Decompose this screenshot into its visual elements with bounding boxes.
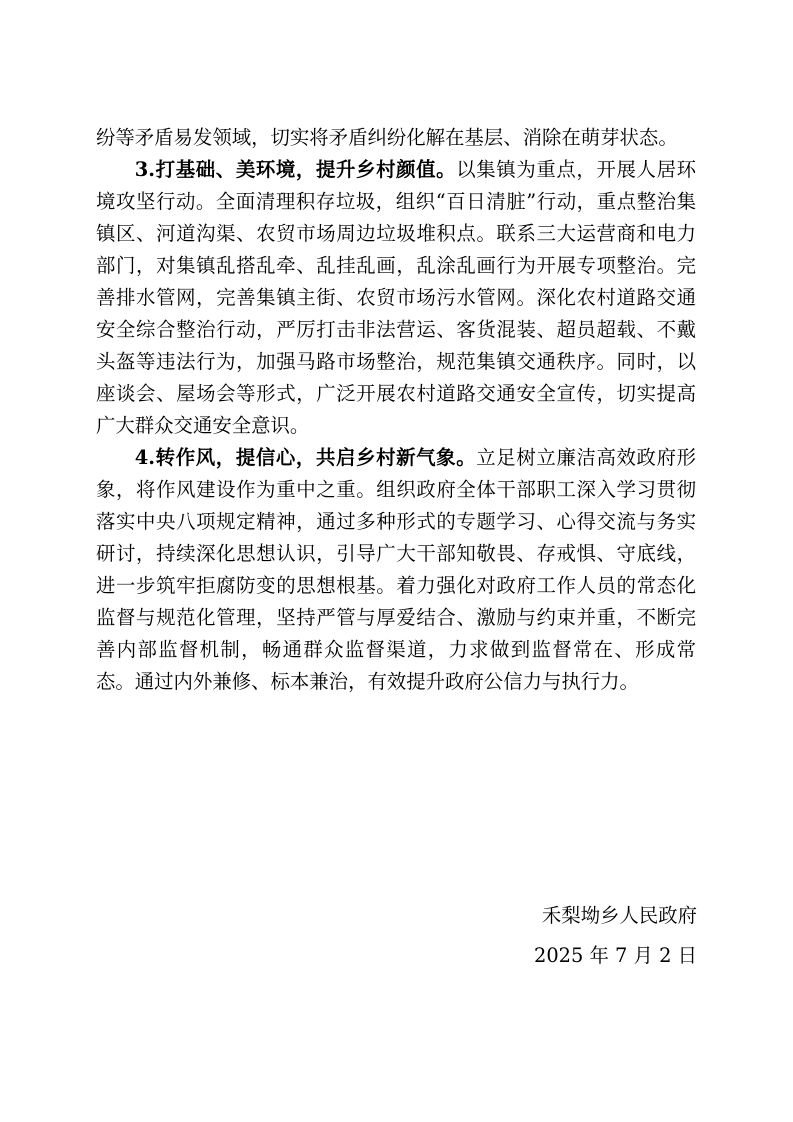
document-body (96, 122, 696, 698)
continuation-paragraph: 纷等矛盾易发领域，切实将矛盾纠纷化解在基层、消除在萌芽状态。 (96, 126, 678, 149)
section-3-body: 以集镇为重点，开展人居环境攻坚行动。全面清理积存垃圾，组织“百日清脏”行动，重点整治集镇区、河道沟渠、农贸市场周边垃圾堆积点。联系三大运营商和电力部门，对集镇乱搭乱牵、乱挂乱画，乱涂乱画行为开展专项整治。完善排水管网，完善集镇主街、农贸市场污水管网。深化农村道路交通安全综合整治行动，严厉打击非法营运、客货混装、超员超载、不戴头盔等违法行为，加强马路市场整治，规范集镇交通秩序。同时，以座谈会、屋场会等形式，广泛开展农村道路交通安全宣传，切实提高广大群众交通安全意识。 (96, 158, 696, 437)
section-4-heading: 4.转作风，提信心，共启乡村新气象。 (134, 446, 477, 469)
signature-date: 2025 年 7 月 2 日 (533, 944, 697, 967)
section-3-heading: 3.打基础、美环境，提升乡村颜值。 (134, 158, 457, 181)
section-4-paragraph (96, 442, 696, 698)
signature-organization: 禾梨坳乡人民政府 (541, 904, 697, 927)
section-4-body: 立足树立廉洁高效政府形象，将作风建设作为重中之重。组织政府全体干部职工深入学习贯彻落实中央八项规定精神，通过多种形式的专题学习、心得交流与务实研讨，持续深化思想认识，引导广大干部知敬畏、存戒惧、守底线，进一步筑牢拒腐防变的思想根基。着力强化对政府工作人员的常态化监督与规范化管理，坚持严管与厚爱结合、激励与约束并重，不断完善内部监督机制，畅通群众监督渠道，力求做到监督常在、形成常态。通过内外兼修、标本兼治，有效提升政府公信力与执行力。 (96, 446, 696, 693)
section-3-paragraph (96, 154, 696, 442)
